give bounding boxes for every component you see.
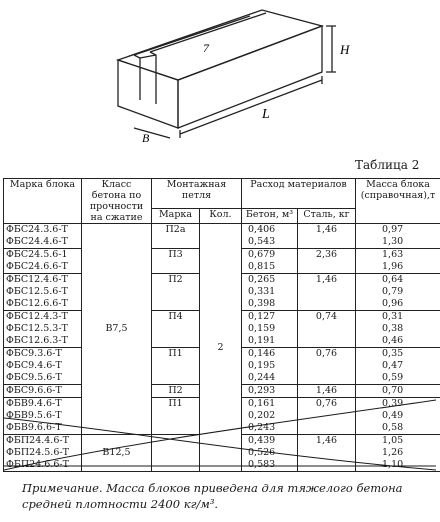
length-label: L — [262, 107, 270, 122]
loop-qty-cell: 2 — [200, 224, 242, 472]
block-mark: ФБС12.4.3-Т — [6, 311, 68, 322]
block-mark: ФБС9.4.6-Т — [6, 360, 62, 371]
block-mark: ФБС9.3.6-Т — [6, 348, 62, 359]
concrete-value: 0,159 — [248, 323, 276, 334]
block-marks-cell — [4, 398, 82, 435]
concrete-value: 0,127 — [248, 311, 276, 322]
mass-value: 0,49 — [382, 410, 404, 421]
header-class: Класс бетона по прочности на сжатие — [82, 179, 152, 224]
concrete-value: 0,293 — [248, 385, 276, 396]
concrete-class-cell: В12,5 — [82, 435, 152, 472]
concrete-cell — [242, 274, 298, 311]
concrete-cell — [242, 398, 298, 435]
concrete-cell — [242, 224, 298, 249]
mass-value: 0,59 — [382, 372, 404, 383]
block-mark: ФБС12.5.3-Т — [6, 323, 68, 334]
block-mark: ФБС12.4.6-Т — [6, 274, 68, 285]
block-mark: ФБП24.5.6-Т — [6, 447, 69, 458]
steel-cell: 1,46 — [298, 274, 356, 311]
block-mark: ФБС9.6.6-Т — [6, 385, 62, 396]
loop-mark-cell — [152, 435, 200, 472]
height-label: H — [340, 42, 350, 57]
block-mark: ФБС24.6.6-Т — [6, 261, 68, 272]
footnote: Примечание. Масса блоков приведена для тяжелого бетона средней плотности 2400 кг/м³. — [22, 481, 403, 511]
concrete-value: 0,406 — [248, 224, 276, 235]
concrete-value: 0,543 — [248, 236, 276, 247]
table-body — [4, 224, 440, 472]
steel-cell: 0,76 — [298, 398, 356, 435]
header-concrete: Бетон, м³ — [242, 208, 298, 223]
block-mark: ФБС24.5.6-1 — [6, 249, 68, 260]
header-mass: Массa блока (справочная),т — [356, 179, 440, 224]
mass-cell — [356, 385, 440, 398]
mass-value: 0,35 — [382, 348, 404, 359]
concrete-cell — [242, 435, 298, 472]
loop-mark-cell: П2 — [152, 274, 200, 311]
block-mark: ФБС12.6.3-Т — [6, 335, 68, 346]
steel-cell: 0,76 — [298, 348, 356, 385]
concrete-value: 0,243 — [248, 422, 276, 433]
loop-mark-cell: П1 — [152, 398, 200, 435]
mass-value: 0,70 — [382, 385, 404, 396]
concrete-value: 0,398 — [248, 298, 276, 309]
steel-cell: 0,74 — [298, 311, 356, 348]
mass-value: 1,30 — [382, 236, 404, 247]
mass-value: 1,10 — [382, 459, 404, 470]
concrete-value: 0,146 — [248, 348, 276, 359]
loop-mark-cell: П4 — [152, 311, 200, 348]
concrete-value: 0,679 — [248, 249, 276, 260]
header-loop-qty: Кол. — [200, 208, 242, 223]
steel-cell: 2,36 — [298, 249, 356, 274]
header-loop: Монтажная петля — [152, 179, 242, 209]
mass-value: 0,47 — [382, 360, 404, 371]
block-mark: ФБС12.6.6-Т — [6, 298, 68, 309]
header-mark: Марка блока — [4, 179, 82, 224]
block-mark: ФБС12.5.6-Т — [6, 286, 68, 297]
steel-cell: 1,46 — [298, 385, 356, 398]
block-marks-cell — [4, 435, 82, 472]
mass-cell — [356, 435, 440, 472]
block-mark: ФБП24.4.6-Т — [6, 435, 69, 446]
concrete-cell — [242, 311, 298, 348]
mass-value: 0,64 — [382, 274, 404, 285]
table-caption: Таблица 2 — [355, 158, 420, 172]
steel-cell: 1,46 — [298, 435, 356, 472]
block-marks-cell — [4, 385, 82, 398]
block-mark: ФБС24.3.6-Т — [6, 224, 68, 235]
loop-mark-cell: П2 — [152, 385, 200, 398]
mass-value: 0,38 — [382, 323, 404, 334]
block-marks-cell — [4, 311, 82, 348]
concrete-value: 0,202 — [248, 410, 276, 421]
block-mark: ФБВ9.6.6-Т — [6, 422, 62, 433]
mass-value: 0,31 — [382, 311, 404, 322]
mass-value: 0,79 — [382, 286, 404, 297]
mass-value: 1,26 — [382, 447, 404, 458]
header-materials: Расход материалов — [242, 179, 356, 209]
width-label: B — [142, 131, 150, 145]
steel-cell: 1,46 — [298, 224, 356, 249]
mass-cell — [356, 224, 440, 249]
specs-table-wrapper — [3, 178, 440, 472]
concrete-value: 0,265 — [248, 274, 276, 285]
loop-mark-cell: П1 — [152, 348, 200, 385]
mass-cell — [356, 311, 440, 348]
mass-value: 0,97 — [382, 224, 404, 235]
concrete-value: 0,583 — [248, 459, 276, 470]
block-mark: ФБС9.5.6-Т — [6, 372, 62, 383]
concrete-value: 0,191 — [248, 335, 276, 346]
concrete-value: 0,244 — [248, 372, 276, 383]
concrete-value: 0,331 — [248, 286, 276, 297]
loop-label: 7 — [203, 41, 209, 55]
concrete-value: 0,161 — [248, 398, 276, 409]
concrete-cell — [242, 249, 298, 274]
mass-cell — [356, 348, 440, 385]
block-marks-cell — [4, 348, 82, 385]
concrete-cell — [242, 348, 298, 385]
header-loop-mark: Марка — [152, 208, 200, 223]
block-mark: ФБС24.4.6-Т — [6, 236, 68, 247]
loop-mark-cell: П3 — [152, 249, 200, 274]
concrete-value: 0,526 — [248, 447, 276, 458]
mass-value: 1,05 — [382, 435, 404, 446]
block-marks-cell — [4, 274, 82, 311]
mass-value: 1,96 — [382, 261, 404, 272]
block-mark: ФБП24.6.6-Т — [6, 459, 69, 470]
mass-value: 0,39 — [382, 398, 404, 409]
mass-cell — [356, 398, 440, 435]
mass-value: 0,58 — [382, 422, 404, 433]
table-row — [4, 224, 440, 249]
concrete-class-cell: В7,5 — [82, 224, 152, 435]
mass-cell — [356, 249, 440, 274]
concrete-value: 0,439 — [248, 435, 276, 446]
mass-value: 0,46 — [382, 335, 404, 346]
loop-mark-cell: П2а — [152, 224, 200, 249]
concrete-value: 0,815 — [248, 261, 276, 272]
mass-value: 1,63 — [382, 249, 404, 260]
block-marks-cell — [4, 224, 82, 249]
header-steel: Сталь, кг — [298, 208, 356, 223]
concrete-cell — [242, 385, 298, 398]
block-mark: ФБВ9.5.6-Т — [6, 410, 62, 421]
concrete-value: 0,195 — [248, 360, 276, 371]
mass-cell — [356, 274, 440, 311]
block-marks-cell — [4, 249, 82, 274]
block-mark: ФБВ9.4.6-Т — [6, 398, 62, 409]
mass-value: 0,96 — [382, 298, 404, 309]
specs-table — [3, 178, 440, 472]
block-drawing — [0, 0, 440, 160]
